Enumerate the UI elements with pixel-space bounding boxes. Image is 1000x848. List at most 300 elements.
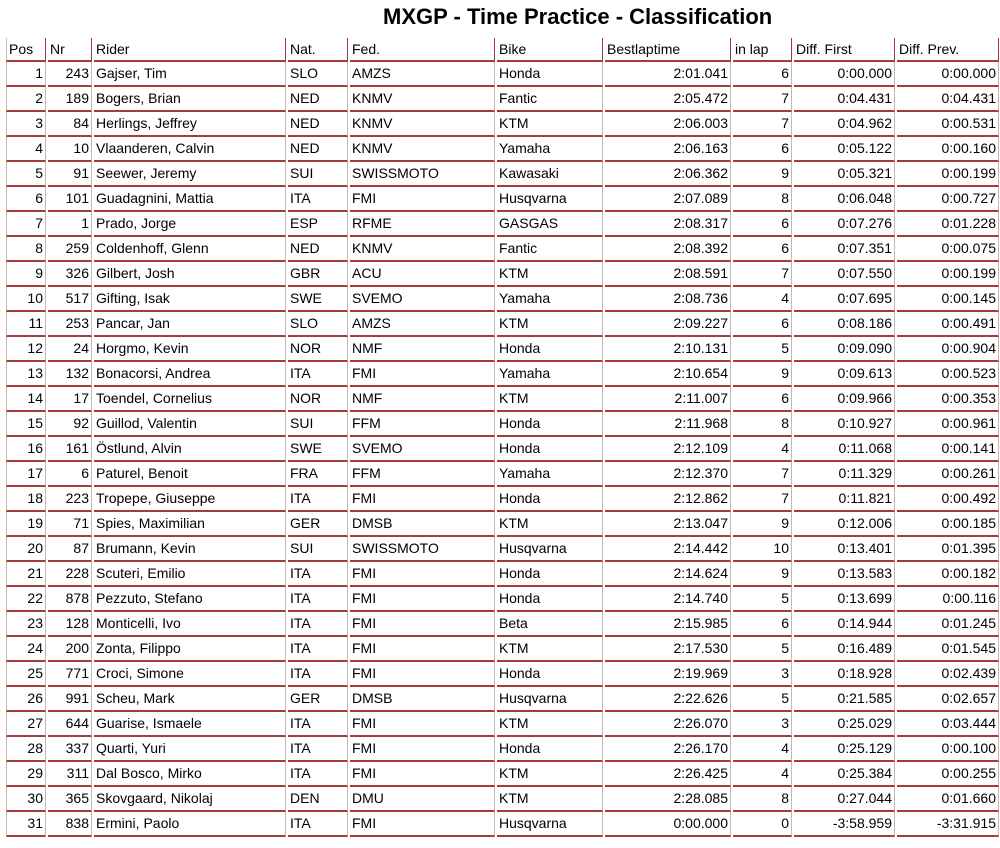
bestlaptime-cell: 2:08.591 (605, 262, 731, 287)
table-row (6, 512, 999, 537)
nat-cell: ITA (288, 737, 348, 762)
diff-prev-cell: 0:00.182 (897, 562, 999, 587)
fed-cell: FFM (350, 412, 495, 437)
diff-first-cell: 0:27.044 (794, 787, 895, 812)
rider-cell: Gilbert, Josh (94, 262, 286, 287)
table-row (6, 312, 999, 337)
table-row (6, 687, 999, 712)
table-row (6, 712, 999, 737)
table-row (6, 537, 999, 562)
bestlaptime-cell: 2:10.654 (605, 362, 731, 387)
in-lap-cell: 9 (733, 512, 792, 537)
diff-prev-cell: 0:00.523 (897, 362, 999, 387)
in-lap-cell: 7 (733, 112, 792, 137)
bike-cell: KTM (497, 512, 603, 537)
pos-cell: 15 (6, 412, 46, 437)
table-header-row (6, 38, 999, 62)
header-in-lap[interactable]: in lap (733, 38, 792, 62)
diff-prev-cell: 0:00.000 (897, 62, 999, 87)
rider-cell: Bonacorsi, Andrea (94, 362, 286, 387)
rider-cell: Östlund, Alvin (94, 437, 286, 462)
bestlaptime-cell: 2:05.472 (605, 87, 731, 112)
table-row (6, 787, 999, 812)
table-row (6, 487, 999, 512)
table-row (6, 262, 999, 287)
diff-first-cell: 0:09.090 (794, 337, 895, 362)
diff-first-cell: 0:25.029 (794, 712, 895, 737)
bestlaptime-cell: 2:15.985 (605, 612, 731, 637)
rider-cell: Toendel, Cornelius (94, 387, 286, 412)
nat-cell: ITA (288, 762, 348, 787)
rider-cell: Pezzuto, Stefano (94, 587, 286, 612)
nr-cell: 1 (48, 212, 92, 237)
diff-prev-cell: 0:02.657 (897, 687, 999, 712)
in-lap-cell: 6 (733, 62, 792, 87)
diff-prev-cell: 0:01.395 (897, 537, 999, 562)
header-diff-prev[interactable]: Diff. Prev. (897, 38, 999, 62)
pos-cell: 14 (6, 387, 46, 412)
diff-prev-cell: 0:01.545 (897, 637, 999, 662)
in-lap-cell: 7 (733, 462, 792, 487)
rider-cell: Coldenhoff, Glenn (94, 237, 286, 262)
bike-cell: Kawasaki (497, 162, 603, 187)
fed-cell: FMI (350, 812, 495, 837)
rider-cell: Scheu, Mark (94, 687, 286, 712)
bestlaptime-cell: 2:06.003 (605, 112, 731, 137)
bestlaptime-cell: 2:07.089 (605, 187, 731, 212)
rider-cell: Seewer, Jeremy (94, 162, 286, 187)
diff-prev-cell: 0:01.660 (897, 787, 999, 812)
fed-cell: FMI (350, 562, 495, 587)
nat-cell: NOR (288, 337, 348, 362)
pos-cell: 11 (6, 312, 46, 337)
fed-cell: AMZS (350, 62, 495, 87)
bike-cell: Honda (497, 62, 603, 87)
diff-first-cell: 0:05.321 (794, 162, 895, 187)
nat-cell: ITA (288, 587, 348, 612)
fed-cell: RFME (350, 212, 495, 237)
bestlaptime-cell: 2:26.170 (605, 737, 731, 762)
in-lap-cell: 5 (733, 587, 792, 612)
in-lap-cell: 6 (733, 212, 792, 237)
nat-cell: NOR (288, 387, 348, 412)
nr-cell: 243 (48, 62, 92, 87)
diff-first-cell: 0:21.585 (794, 687, 895, 712)
nr-cell: 200 (48, 637, 92, 662)
in-lap-cell: 8 (733, 187, 792, 212)
table-row (6, 587, 999, 612)
nr-cell: 17 (48, 387, 92, 412)
header-diff-first[interactable]: Diff. First (794, 38, 895, 62)
fed-cell: DMSB (350, 687, 495, 712)
nat-cell: DEN (288, 787, 348, 812)
table-row (6, 137, 999, 162)
bike-cell: Honda (497, 337, 603, 362)
pos-cell: 29 (6, 762, 46, 787)
nr-cell: 365 (48, 787, 92, 812)
pos-cell: 2 (6, 87, 46, 112)
pos-cell: 12 (6, 337, 46, 362)
nat-cell: SUI (288, 162, 348, 187)
in-lap-cell: 4 (733, 437, 792, 462)
bestlaptime-cell: 2:14.740 (605, 587, 731, 612)
bike-cell: Husqvarna (497, 812, 603, 837)
header-nat[interactable]: Nat. (288, 38, 348, 62)
diff-first-cell: 0:07.276 (794, 212, 895, 237)
pos-cell: 26 (6, 687, 46, 712)
rider-cell: Guillod, Valentin (94, 412, 286, 437)
rider-cell: Quarti, Yuri (94, 737, 286, 762)
fed-cell: KNMV (350, 112, 495, 137)
in-lap-cell: 5 (733, 337, 792, 362)
diff-prev-cell: 0:00.160 (897, 137, 999, 162)
nr-cell: 771 (48, 662, 92, 687)
bike-cell: KTM (497, 787, 603, 812)
pos-cell: 3 (6, 112, 46, 137)
in-lap-cell: 7 (733, 262, 792, 287)
in-lap-cell: 3 (733, 712, 792, 737)
diff-first-cell: 0:05.122 (794, 137, 895, 162)
bestlaptime-cell: 2:08.736 (605, 287, 731, 312)
fed-cell: FMI (350, 662, 495, 687)
pos-cell: 25 (6, 662, 46, 687)
in-lap-cell: 5 (733, 687, 792, 712)
fed-cell: NMF (350, 337, 495, 362)
diff-first-cell: 0:25.129 (794, 737, 895, 762)
bestlaptime-cell: 2:12.370 (605, 462, 731, 487)
pos-cell: 23 (6, 612, 46, 637)
pos-cell: 9 (6, 262, 46, 287)
diff-first-cell: 0:06.048 (794, 187, 895, 212)
nat-cell: ITA (288, 712, 348, 737)
nr-cell: 6 (48, 462, 92, 487)
fed-cell: NMF (350, 387, 495, 412)
bike-cell: KTM (497, 312, 603, 337)
diff-first-cell: 0:07.351 (794, 237, 895, 262)
pos-cell: 22 (6, 587, 46, 612)
diff-prev-cell: 0:00.531 (897, 112, 999, 137)
in-lap-cell: 9 (733, 562, 792, 587)
table-row (6, 112, 999, 137)
table-row (6, 187, 999, 212)
diff-first-cell: 0:12.006 (794, 512, 895, 537)
nat-cell: NED (288, 237, 348, 262)
diff-first-cell: 0:13.401 (794, 537, 895, 562)
nat-cell: ITA (288, 362, 348, 387)
diff-prev-cell: 0:00.904 (897, 337, 999, 362)
nr-cell: 71 (48, 512, 92, 537)
diff-first-cell: 0:07.550 (794, 262, 895, 287)
diff-first-cell: 0:16.489 (794, 637, 895, 662)
nr-cell: 259 (48, 237, 92, 262)
nat-cell: GER (288, 687, 348, 712)
header-rider[interactable]: Rider (94, 38, 286, 62)
diff-first-cell: 0:13.583 (794, 562, 895, 587)
header-nr[interactable]: Nr (48, 38, 92, 62)
fed-cell: FMI (350, 487, 495, 512)
pos-cell: 13 (6, 362, 46, 387)
nr-cell: 10 (48, 137, 92, 162)
table-row (6, 812, 999, 837)
rider-cell: Dal Bosco, Mirko (94, 762, 286, 787)
pos-cell: 31 (6, 812, 46, 837)
pos-cell: 16 (6, 437, 46, 462)
in-lap-cell: 6 (733, 387, 792, 412)
rider-cell: Guarise, Ismaele (94, 712, 286, 737)
diff-prev-cell: 0:01.228 (897, 212, 999, 237)
bike-cell: Honda (497, 662, 603, 687)
table-row (6, 762, 999, 787)
diff-first-cell: 0:11.068 (794, 437, 895, 462)
diff-first-cell: 0:11.329 (794, 462, 895, 487)
rider-cell: Skovgaard, Nikolaj (94, 787, 286, 812)
diff-first-cell: 0:04.962 (794, 112, 895, 137)
nr-cell: 161 (48, 437, 92, 462)
in-lap-cell: 0 (733, 812, 792, 837)
nr-cell: 132 (48, 362, 92, 387)
diff-prev-cell: 0:00.145 (897, 287, 999, 312)
header-bestlaptime[interactable]: Bestlaptime (605, 38, 731, 62)
bestlaptime-cell: 2:26.070 (605, 712, 731, 737)
rider-cell: Herlings, Jeffrey (94, 112, 286, 137)
nr-cell: 91 (48, 162, 92, 187)
diff-first-cell: 0:00.000 (794, 62, 895, 87)
header-pos[interactable]: Pos (6, 38, 46, 62)
header-bike[interactable]: Bike (497, 38, 603, 62)
in-lap-cell: 9 (733, 162, 792, 187)
bike-cell: Honda (497, 487, 603, 512)
pos-cell: 5 (6, 162, 46, 187)
bestlaptime-cell: 2:22.626 (605, 687, 731, 712)
nr-cell: 326 (48, 262, 92, 287)
bike-cell: KTM (497, 712, 603, 737)
bestlaptime-cell: 2:10.131 (605, 337, 731, 362)
diff-prev-cell: 0:00.199 (897, 162, 999, 187)
diff-first-cell: -3:58.959 (794, 812, 895, 837)
nat-cell: GER (288, 512, 348, 537)
pos-cell: 27 (6, 712, 46, 737)
diff-prev-cell: 0:00.100 (897, 737, 999, 762)
nat-cell: ESP (288, 212, 348, 237)
bike-cell: Honda (497, 737, 603, 762)
page-title: MXGP - Time Practice - Classification (383, 4, 773, 29)
fed-cell: SWISSMOTO (350, 537, 495, 562)
table-row (6, 737, 999, 762)
in-lap-cell: 9 (733, 362, 792, 387)
nat-cell: ITA (288, 187, 348, 212)
pos-cell: 4 (6, 137, 46, 162)
pos-cell: 7 (6, 212, 46, 237)
diff-first-cell: 0:11.821 (794, 487, 895, 512)
bike-cell: Yamaha (497, 362, 603, 387)
diff-prev-cell: -3:31.915 (897, 812, 999, 837)
in-lap-cell: 10 (733, 537, 792, 562)
rider-cell: Horgmo, Kevin (94, 337, 286, 362)
fed-cell: FMI (350, 637, 495, 662)
bestlaptime-cell: 2:28.085 (605, 787, 731, 812)
nat-cell: ITA (288, 812, 348, 837)
bestlaptime-cell: 2:09.227 (605, 312, 731, 337)
bike-cell: Fantic (497, 237, 603, 262)
diff-prev-cell: 0:00.141 (897, 437, 999, 462)
fed-cell: SVEMO (350, 437, 495, 462)
nat-cell: ITA (288, 562, 348, 587)
fed-cell: KNMV (350, 87, 495, 112)
fed-cell: ACU (350, 262, 495, 287)
nr-cell: 189 (48, 87, 92, 112)
pos-cell: 20 (6, 537, 46, 562)
rider-cell: Gifting, Isak (94, 287, 286, 312)
rider-cell: Tropepe, Giuseppe (94, 487, 286, 512)
rider-cell: Guadagnini, Mattia (94, 187, 286, 212)
rider-cell: Vlaanderen, Calvin (94, 137, 286, 162)
fed-cell: SWISSMOTO (350, 162, 495, 187)
nr-cell: 838 (48, 812, 92, 837)
rider-cell: Prado, Jorge (94, 212, 286, 237)
in-lap-cell: 3 (733, 662, 792, 687)
diff-prev-cell: 0:00.961 (897, 412, 999, 437)
table-row (6, 462, 999, 487)
rider-cell: Spies, Maximilian (94, 512, 286, 537)
diff-prev-cell: 0:00.491 (897, 312, 999, 337)
bike-cell: KTM (497, 637, 603, 662)
bestlaptime-cell: 2:11.007 (605, 387, 731, 412)
in-lap-cell: 5 (733, 637, 792, 662)
table-row (6, 412, 999, 437)
in-lap-cell: 6 (733, 237, 792, 262)
pos-cell: 17 (6, 462, 46, 487)
fed-cell: FMI (350, 612, 495, 637)
bestlaptime-cell: 2:19.969 (605, 662, 731, 687)
in-lap-cell: 7 (733, 487, 792, 512)
diff-first-cell: 0:10.927 (794, 412, 895, 437)
table-row (6, 87, 999, 112)
diff-prev-cell: 0:00.075 (897, 237, 999, 262)
rider-cell: Pancar, Jan (94, 312, 286, 337)
fed-cell: SVEMO (350, 287, 495, 312)
bike-cell: KTM (497, 762, 603, 787)
bestlaptime-cell: 2:12.109 (605, 437, 731, 462)
table-row (6, 212, 999, 237)
bike-cell: Yamaha (497, 137, 603, 162)
fed-cell: AMZS (350, 312, 495, 337)
bike-cell: KTM (497, 387, 603, 412)
diff-prev-cell: 0:00.116 (897, 587, 999, 612)
nr-cell: 101 (48, 187, 92, 212)
diff-first-cell: 0:09.966 (794, 387, 895, 412)
diff-first-cell: 0:25.384 (794, 762, 895, 787)
pos-cell: 24 (6, 637, 46, 662)
nr-cell: 87 (48, 537, 92, 562)
rider-cell: Paturel, Benoit (94, 462, 286, 487)
bike-cell: Husqvarna (497, 537, 603, 562)
nr-cell: 92 (48, 412, 92, 437)
nat-cell: ITA (288, 612, 348, 637)
nat-cell: NED (288, 87, 348, 112)
nr-cell: 644 (48, 712, 92, 737)
bike-cell: Beta (497, 612, 603, 637)
classification-table (4, 38, 1000, 837)
rider-cell: Scuteri, Emilio (94, 562, 286, 587)
fed-cell: DMU (350, 787, 495, 812)
bestlaptime-cell: 2:01.041 (605, 62, 731, 87)
fed-cell: FMI (350, 362, 495, 387)
in-lap-cell: 7 (733, 87, 792, 112)
diff-prev-cell: 0:02.439 (897, 662, 999, 687)
nr-cell: 223 (48, 487, 92, 512)
header-fed[interactable]: Fed. (350, 38, 495, 62)
diff-prev-cell: 0:00.255 (897, 762, 999, 787)
bestlaptime-cell: 2:06.362 (605, 162, 731, 187)
table-row (6, 62, 999, 87)
rider-cell: Ermini, Paolo (94, 812, 286, 837)
bestlaptime-cell: 2:08.392 (605, 237, 731, 262)
diff-first-cell: 0:13.699 (794, 587, 895, 612)
table-row (6, 637, 999, 662)
diff-prev-cell: 0:01.245 (897, 612, 999, 637)
bike-cell: KTM (497, 262, 603, 287)
nat-cell: NED (288, 137, 348, 162)
diff-prev-cell: 0:00.727 (897, 187, 999, 212)
nat-cell: SWE (288, 287, 348, 312)
bestlaptime-cell: 2:13.047 (605, 512, 731, 537)
nr-cell: 517 (48, 287, 92, 312)
bestlaptime-cell: 0:00.000 (605, 812, 731, 837)
pos-cell: 10 (6, 287, 46, 312)
fed-cell: FMI (350, 187, 495, 212)
diff-prev-cell: 0:03.444 (897, 712, 999, 737)
in-lap-cell: 6 (733, 612, 792, 637)
rider-cell: Brumann, Kevin (94, 537, 286, 562)
pos-cell: 21 (6, 562, 46, 587)
bike-cell: KTM (497, 112, 603, 137)
rider-cell: Monticelli, Ivo (94, 612, 286, 637)
in-lap-cell: 4 (733, 287, 792, 312)
diff-prev-cell: 0:00.492 (897, 487, 999, 512)
nr-cell: 228 (48, 562, 92, 587)
pos-cell: 28 (6, 737, 46, 762)
nr-cell: 878 (48, 587, 92, 612)
bike-cell: Honda (497, 562, 603, 587)
table-row (6, 162, 999, 187)
bike-cell: Yamaha (497, 287, 603, 312)
bestlaptime-cell: 2:08.317 (605, 212, 731, 237)
pos-cell: 30 (6, 787, 46, 812)
fed-cell: FMI (350, 762, 495, 787)
nr-cell: 128 (48, 612, 92, 637)
bestlaptime-cell: 2:06.163 (605, 137, 731, 162)
in-lap-cell: 6 (733, 312, 792, 337)
nat-cell: FRA (288, 462, 348, 487)
in-lap-cell: 6 (733, 137, 792, 162)
nat-cell: NED (288, 112, 348, 137)
nat-cell: SLO (288, 312, 348, 337)
pos-cell: 1 (6, 62, 46, 87)
fed-cell: DMSB (350, 512, 495, 537)
nr-cell: 84 (48, 112, 92, 137)
nr-cell: 991 (48, 687, 92, 712)
in-lap-cell: 4 (733, 737, 792, 762)
diff-first-cell: 0:08.186 (794, 312, 895, 337)
rider-cell: Gajser, Tim (94, 62, 286, 87)
diff-first-cell: 0:18.928 (794, 662, 895, 687)
nat-cell: GBR (288, 262, 348, 287)
rider-cell: Zonta, Filippo (94, 637, 286, 662)
fed-cell: FMI (350, 712, 495, 737)
nr-cell: 253 (48, 312, 92, 337)
table-row (6, 437, 999, 462)
pos-cell: 19 (6, 512, 46, 537)
